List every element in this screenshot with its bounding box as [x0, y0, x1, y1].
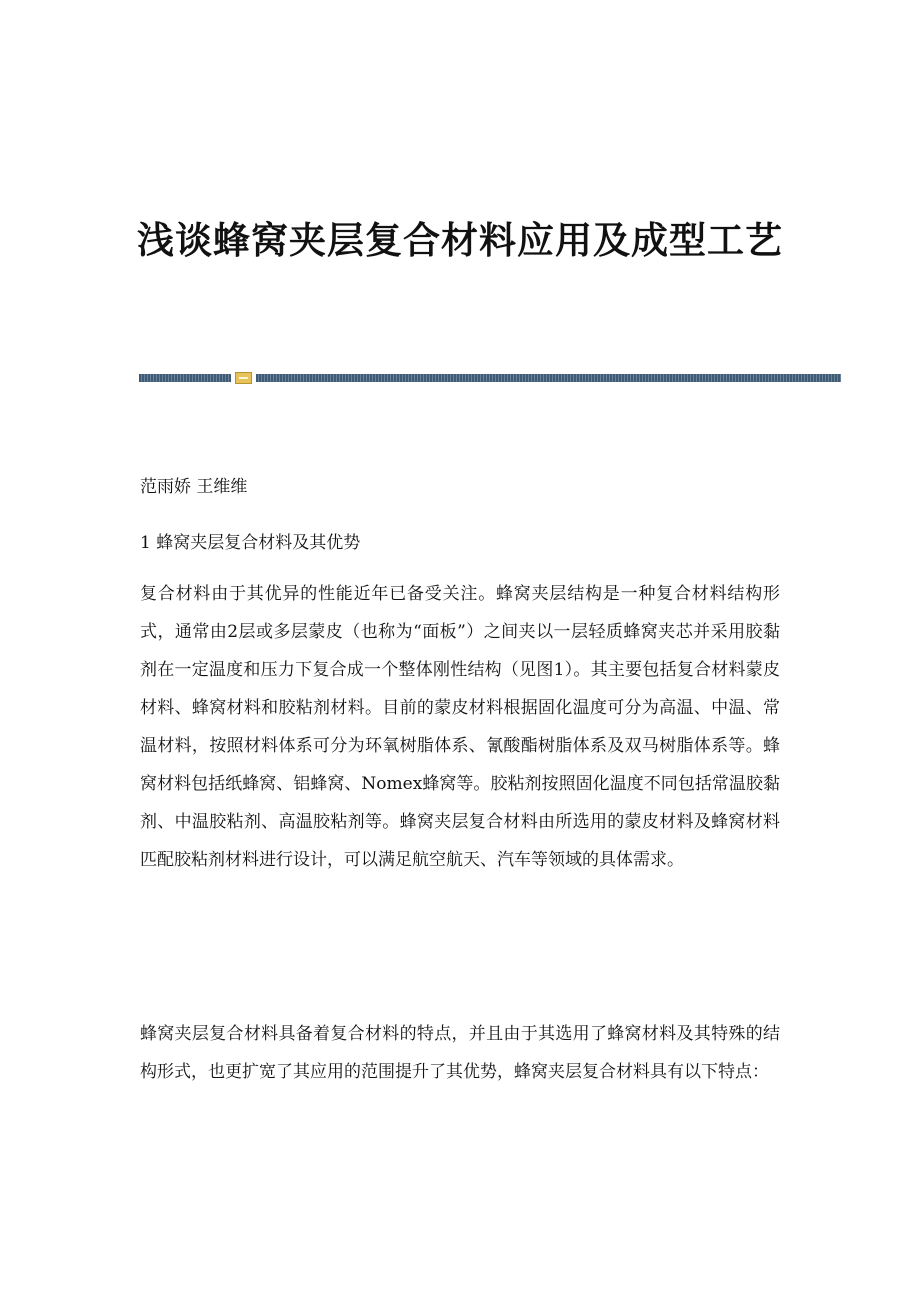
document-title: 浅谈蜂窝夹层复合材料应用及成型工艺 — [137, 218, 783, 262]
title-divider-left — [139, 374, 231, 382]
title-divider-right — [256, 374, 841, 382]
section-heading: 1 蜂窝夹层复合材料及其优势 — [140, 533, 361, 553]
author-line: 范雨娇 王维维 — [140, 477, 248, 497]
divider-ornament-icon — [235, 372, 252, 384]
body-paragraph: 蜂窝夹层复合材料具备着复合材料的特点，并且由于其选用了蜂窝材料及其特殊的结构形式，也更扩宽了其应用的范围提升了其优势，蜂窝夹层复合材料具有以下特点： — [140, 1024, 780, 1082]
body-paragraph: 复合材料由于其优异的性能近年已备受关注。蜂窝夹层结构是一种复合材料结构形式，通常由2层或多层蒙皮（也称为“面板”）之间夹以一层轻质蜂窝夹芯并采用胶黏剂在一定温度和压力下复合成一个整体刚性结构（见图1）。其主要包括复合材料蒙皮材料、蜂窝材料和胶粘剂材料。目前的蒙皮材料根据固化温度可分为高温、中温、常温材料，按照材料体系可分为环氧树脂体系、氰酸酯树脂体系及双马树脂体系等。蜂窝材料包括纸蜂窝、铝蜂窝、Nomex蜂窝等。胶粘剂按照固化温度不同包括常温胶黏剂、中温胶粘剂、高温胶粘剂等。蜂窝夹层复合材料由所选用的蒙皮材料及蜂窝材料匹配胶粘剂材料进行设计，可以满足航空航天、汽车等领域的具体需求。 — [140, 584, 780, 870]
